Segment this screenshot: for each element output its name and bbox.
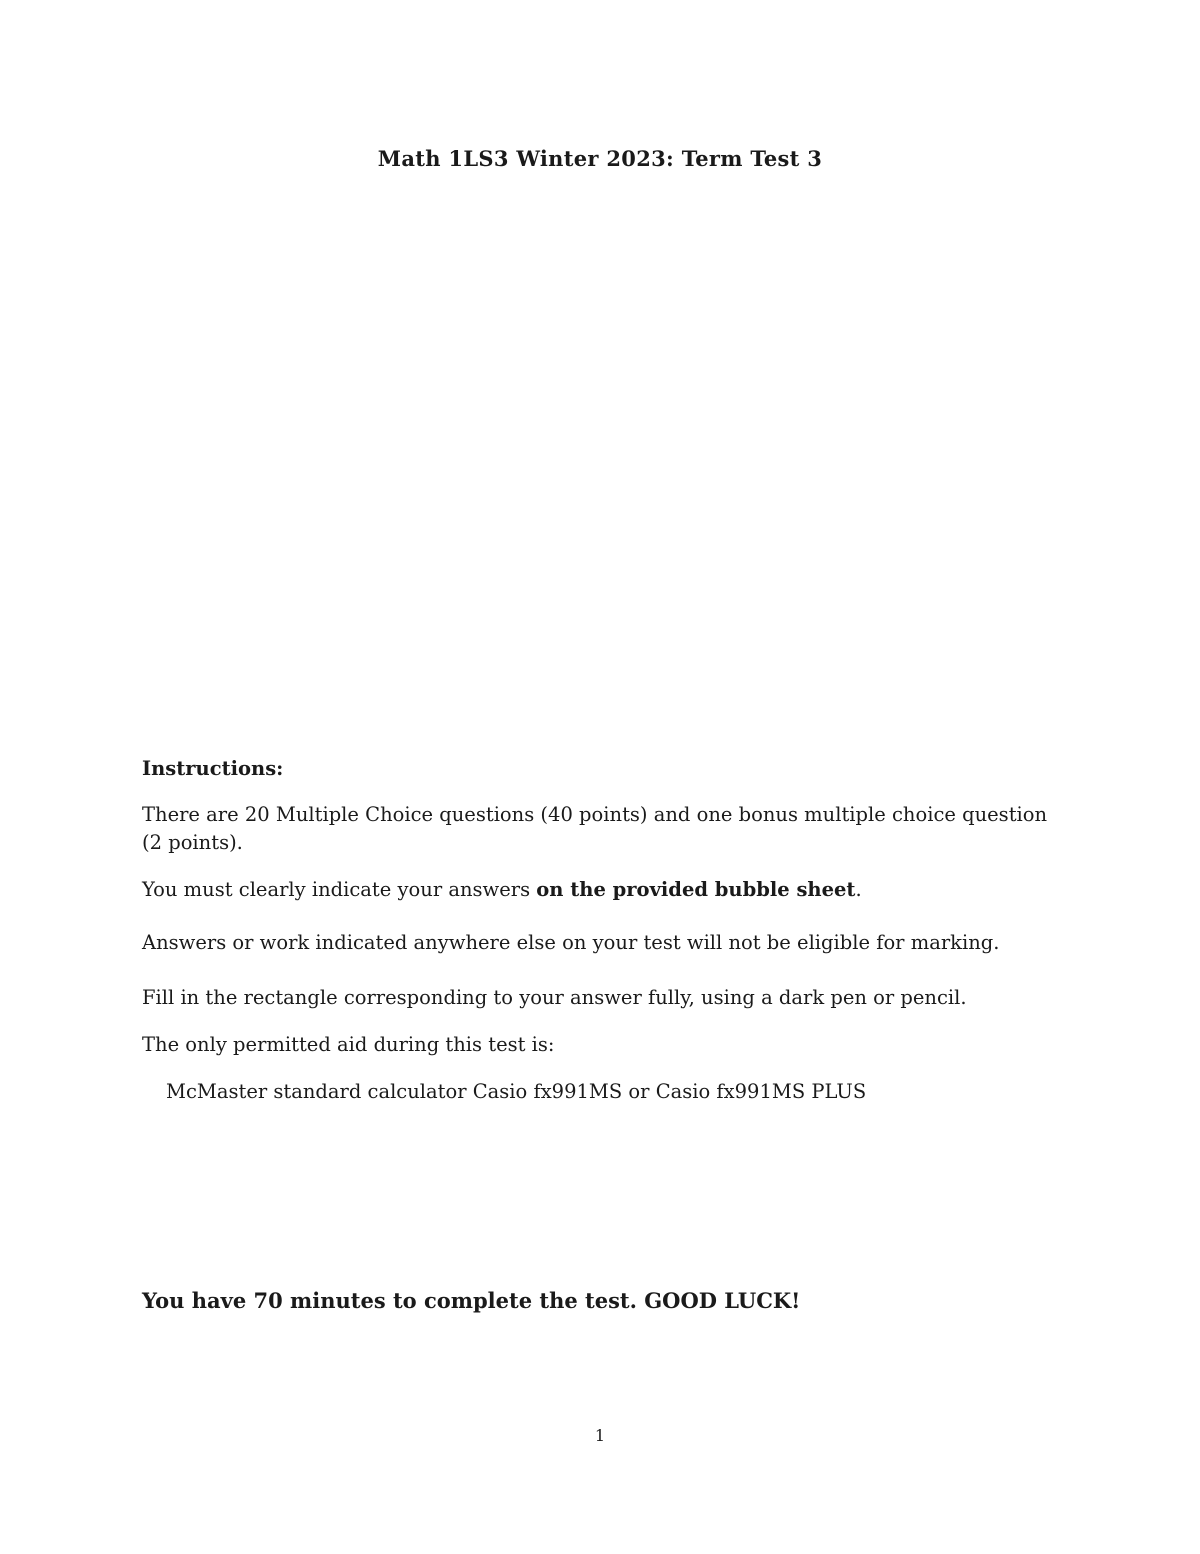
page-number: 1 xyxy=(594,1426,606,1445)
indicate-suffix-text: . xyxy=(855,878,862,901)
indicate-bold-text: on the provided bubble sheet xyxy=(536,878,856,901)
instructions-heading: Instructions: xyxy=(142,757,284,780)
closing-statement: You have 70 minutes to complete the test. GOOD LUCK! xyxy=(142,1288,801,1313)
page-title: Math 1LS3 Winter 2023: Term Test 3 xyxy=(377,146,823,171)
permitted-aid-paragraph: The only permitted aid during this test is: xyxy=(142,1033,555,1056)
indicate-prefix-text: You must clearly indicate your answers xyxy=(142,878,537,901)
eligibility-paragraph: Answers or work indicated anywhere else on your test will not be eligible for marking. xyxy=(142,931,1000,954)
indicate-answers-paragraph xyxy=(142,876,1072,904)
fill-in-paragraph: Fill in the rectangle corresponding to your answer fully, using a dark pen or pencil. xyxy=(142,986,967,1009)
calculator-paragraph: McMaster standard calculator Casio fx991MS or Casio fx991MS PLUS xyxy=(166,1080,867,1103)
questions-paragraph: There are 20 Multiple Choice questions (40 points) and one bonus multiple choice question (2 points). xyxy=(142,803,1048,854)
